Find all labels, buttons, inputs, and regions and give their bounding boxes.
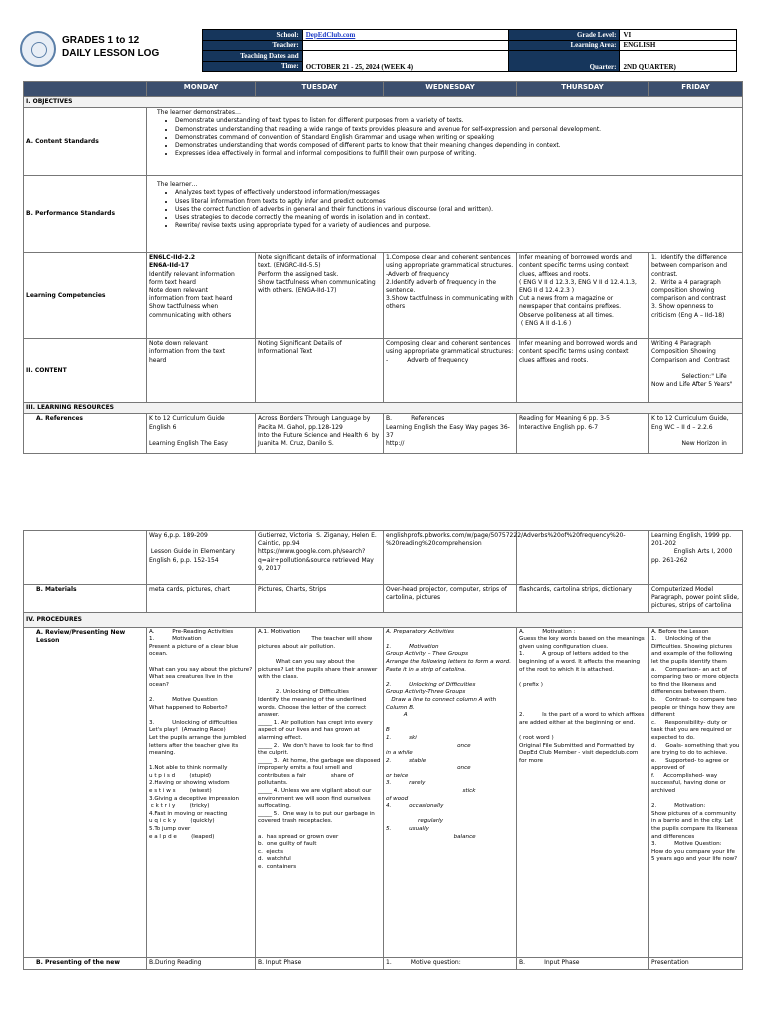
content-wednesday: Composing clear and coherent sentences using appropriate grammatical structures: - Adverb of frequency (384, 339, 517, 403)
mon-competency-text: Identify relevant information form text heard Note down relevant information from text heard Show tactfulness when communicating with others (149, 270, 235, 319)
references-friday: K to 12 Curriculum Guide, Eng WC – II d – 2.2.6 New Horizon in (649, 414, 743, 454)
review-wednesday: A. Preparatory Activities 1. Motivation Group Activity – Thee Groups Arrange the following letters to form a word. Paste it in a strip of catolina. 2. Unlocking of Difficulties Group Activity-Three Groups Draw a line to connect column A with Column B. A B 1. ski once in a while 2. stable once or twice 3. rarely stick of wood 4. occasionally regularly 5. usually balance (384, 627, 517, 957)
review-row (24, 627, 743, 957)
grade-value: VI (620, 30, 737, 41)
materials-friday: Computerized Model Paragraph, power point slide, pictures, strips of cartolina (649, 585, 743, 613)
content-tuesday: Noting Significant Details of Informational Text (256, 339, 384, 403)
performance-standards-cell (147, 176, 743, 253)
deped-seal-icon (20, 31, 56, 67)
references-tuesday: Across Borders Through Language by Pacita M. Gahol, pp.128-129 Into the Future Science and Health 6 by Juanita M. Cruz, Danilo S. (256, 414, 384, 454)
dates-label-1: Teaching Dates and (240, 51, 299, 60)
list-item: • Rewrite/ revise texts using appropriate typed for a variety of audiences and purpose. (175, 222, 740, 230)
content-label: II. CONTENT (24, 339, 147, 403)
list-item: • Uses the correct function of adverbs in general and their functions in various discourse (oral and written). (175, 206, 740, 214)
day-thursday: THURSDAY (517, 82, 649, 97)
content-standards-cell (147, 108, 743, 176)
competencies-tuesday: Note significant details of informational text. (ENGRC-IId-5.5) Perform the assigned task. Show tactfulness when communicating with others. (ENGA-IId-17) (256, 253, 384, 339)
school-label: School: (203, 30, 303, 41)
materials-tuesday: Pictures, Charts, Strips (256, 585, 384, 613)
presenting-wednesday: 1. Motive question: (384, 957, 517, 969)
competencies-monday (147, 253, 256, 339)
competencies-friday: 1. Identify the difference between comparison and contrast. 2. Write a 4 paragraph composition showing comparison and contrast 3. Show openness to criticism (Eng A – IId-18) (649, 253, 743, 339)
review-friday: A. Before the Lesson 1. Unlocking of the Difficulties. Showing pictures and example of the following let the pupils identify them a. Comparison- an act of comparing two or more objects to find the likeness and differences between them. b. Contrast- to compare two people or things how they are different c. Responsibility- duty or task that you are required or expected to do. d. Goals- something that you are trying to do to achieve. e. Supported- to agree or approved of f. Accomplished- way successful, having done or archived 2. Motivation: Show pictures of a community in a barrio and in the city. Let the pupils compare its likeness and differences 3. Motive Question: How do you compare your life 5 years ago and your life now? (649, 627, 743, 957)
content-standards-row (24, 108, 743, 176)
day-friday: FRIDAY (649, 82, 743, 97)
header (16, 29, 737, 72)
references-cont-monday: Way 6,p.p. 189-209 Lesson Guide in Elementary English 6, p.p. 152-154 (147, 531, 256, 585)
dates-label-2: Time: (203, 61, 303, 72)
objectives-row (24, 97, 743, 108)
references-label: A. References (24, 414, 147, 454)
objectives-heading: I. OBJECTIVES (24, 97, 743, 108)
procedures-row (24, 612, 743, 627)
presenting-friday: Presentation (649, 957, 743, 969)
presenting-row (24, 957, 743, 969)
quarter-label: Quarter: (508, 51, 620, 72)
day-monday: MONDAY (147, 82, 256, 97)
presenting-thursday: B. Input Phase (517, 957, 649, 969)
document-title (62, 34, 202, 60)
presenting-tuesday: B. Input Phase (256, 957, 384, 969)
teacher-label: Teacher: (203, 40, 303, 51)
list-item: • Demonstrates understanding that words composed of different parts to know that their meaning changes depending in context. (175, 142, 740, 150)
content-row (24, 339, 743, 403)
content-friday: Writing 4 Paragraph Composition Showing Comparison and Contrast Selection:" Life Now and Life After 5 Years" (649, 339, 743, 403)
materials-thursday: flashcards, cartolina strips, dictionary (517, 585, 649, 613)
content-monday: Note down relevant information from the text heard (147, 339, 256, 403)
lesson-table-top (23, 81, 743, 454)
list-item: • Expresses idea effectively in formal and informal compositions to fulfill their own purpose of writing. (175, 150, 740, 158)
references-wednesday: B. References Learning English the Easy Way pages 36-37 http:// (384, 414, 517, 454)
quarter-value: 2ND QUARTER) (620, 51, 737, 72)
area-value: ENGLISH (620, 40, 737, 51)
references-cont-wednesday: englishprofs.pbworks.com/w/page/50757222/Adverbs%20of%20frequency%20-%20reading%20comprehension (384, 531, 517, 585)
grade-label: Grade Level: (508, 30, 620, 41)
day-header-row (24, 82, 743, 97)
competencies-row (24, 253, 743, 339)
content-standards-lead: The learner demonstrates… (157, 109, 241, 117)
references-cont-tuesday: Gutierrez, Victoria S. Ziganay, Helen E. Caintic, pp.94 https://www.google.com.ph/search?q=air+pollution&source retrieved May 9, 2017 (256, 531, 384, 585)
day-tuesday: TUESDAY (256, 82, 384, 97)
content-thursday: Infer meaning and borrowed words and content specific terms using context clues affixes and roots. (517, 339, 649, 403)
presenting-monday: B.During Reading (147, 957, 256, 969)
corner-cell (24, 82, 147, 97)
references-continued-label (24, 531, 147, 585)
school-link[interactable]: DepEdClub.com (305, 30, 356, 39)
info-table (202, 29, 737, 72)
title-line-2: DAILY LESSON LOG (62, 48, 160, 59)
teacher-value (302, 40, 508, 51)
performance-standards-label: B. Performance Standards (24, 176, 147, 253)
day-wednesday: WEDNESDAY (384, 82, 517, 97)
resources-heading: III. LEARNING RESOURCES (24, 403, 743, 414)
school-value (302, 30, 508, 41)
references-row (24, 414, 743, 454)
lesson-table-bottom (23, 530, 743, 970)
performance-standards-lead: The learner… (157, 181, 198, 189)
materials-wednesday: Over-head projector, computer, strips of cartolina, pictures (384, 585, 517, 613)
list-item: • Analyzes text types of effectively understood information/messages (175, 189, 740, 197)
content-standards-label: A. Content Standards (24, 108, 147, 176)
list-item: • Uses literal information from texts to aptly infer and predict outcomes (175, 198, 740, 206)
references-cont-friday: Learning English, 1999 pp. 201-202 English Arts I, 2000 pp. 261-262 (649, 531, 743, 585)
competencies-wednesday: 1.Compose clear and coherent sentences using appropriate grammatical structures. -Adverb of frequency 2.Identify adverb of frequency in the sentence. 3.Show tactfulness in communicating with others (384, 253, 517, 339)
mon-code-1: EN6LC-IId-2.2 (149, 254, 196, 262)
dates-value: OCTOBER 21 - 25, 2024 (WEEK 4) (302, 51, 508, 72)
materials-monday: meta cards, pictures, chart (147, 585, 256, 613)
review-monday: A. Pre-Reading Activities 1. Motivation Present a picture of a clear blue ocean. What can you say about the picture? What sea creatures live in the ocean? 2. Motive Question What happened to Roberto? 3. Unlocking of difficulties Let's play! (Amazing Race) Let the pupils arrange the jumbled letters after the teacher give its meaning. 1.Not able to think normally u t p i s d (stupid) 2.Having or showing wisdom e s t i w s (wisest) 3.Giving a deceptive impression c k t r i y (tricky) 4.Fast in moving or reacting u q i c k y (quickly) 5.To jump over e a l p d e (leaped) (147, 627, 256, 957)
presenting-label: B. Presenting of the new (24, 957, 147, 969)
review-tuesday: A.1. Motivation The teacher will show pictures about air pollution. What can you say about the pictures? Let the pupils share their answer with the class. 2. Unlocking of Difficulties Identify the meaning of the underlined words. Choose the letter of the correct answer. _____ 1. Air pollution has crept into every aspect of our lives and has grown at alarming effect. _____ 2. We don't have to look far to find the culprit. _____ 3. At home, the garbage we disposed improperly emits a foul smell and contributes a fair share of pollutants. _____ 4. Unless we are vigilant about our environment we will soon find ourselves suffocating. _____ 5. One way is to put our garbage in covered trash receptacles. a. has spread or grown over b. one guilty of fault c. ejects d. watchful e. containers (256, 627, 384, 957)
competencies-label: Learning Competencies (24, 253, 147, 339)
dates-label (203, 51, 303, 62)
procedures-heading: IV. PROCEDURES (24, 612, 743, 627)
resources-row (24, 403, 743, 414)
mon-code-2: EN6A-IId-17 (149, 262, 190, 270)
list-item: • Demonstrates command of convention of Standard English Grammar and usage when writing or speaking (175, 134, 740, 142)
competencies-thursday: Infer meaning of borrowed words and content specific terms using context clues, affixes and roots. ( ENG V II d 12.3.3, ENG V II d 12.4.1.3, ENG II d 12.4.2.3 ) Cut a news from a magazine or newspaper that contains prefixes. Observe politeness at all times. ( ENG A II d-1.6 ) (517, 253, 649, 339)
references-continued-row (24, 531, 743, 585)
materials-row (24, 585, 743, 613)
area-label: Learning Area: (508, 40, 620, 51)
list-item: • Uses strategies to decode correctly the meaning of words in isolation and in context. (175, 214, 740, 222)
performance-standards-row (24, 176, 743, 253)
performance-standards-list (149, 189, 740, 230)
title-line-1: GRADES 1 to 12 (62, 35, 140, 46)
review-label: A. Review/Presenting New Lesson (24, 627, 147, 957)
review-thursday: A. Motivation : Guess the key words based on the meanings given using configuration clues. 1. A group of letters added to the beginning of a word. It affects the meaning of the root to which it is attached. ( prefix ) 2. Is the part of a word to which affixes are added either at the beginning or end. ( root word ) Original File Submitted and Formatted by DepEd Club Member - visit depedclub.com for more (517, 627, 649, 957)
references-monday: K to 12 Curriculum Guide English 6 Learning English The Easy (147, 414, 256, 454)
materials-label: B. Materials (24, 585, 147, 613)
content-standards-list (149, 117, 740, 158)
list-item: • Demonstrates understanding that reading a wide range of texts provides pleasure and avenue for self-expression and personal development. (175, 126, 740, 134)
references-thursday: Reading for Meaning 6 pp. 3-5 Interactive English pp. 6-7 (517, 414, 649, 454)
list-item: • Demonstrate understanding of text types to listen for different purposes from a variety of texts. (175, 117, 740, 125)
